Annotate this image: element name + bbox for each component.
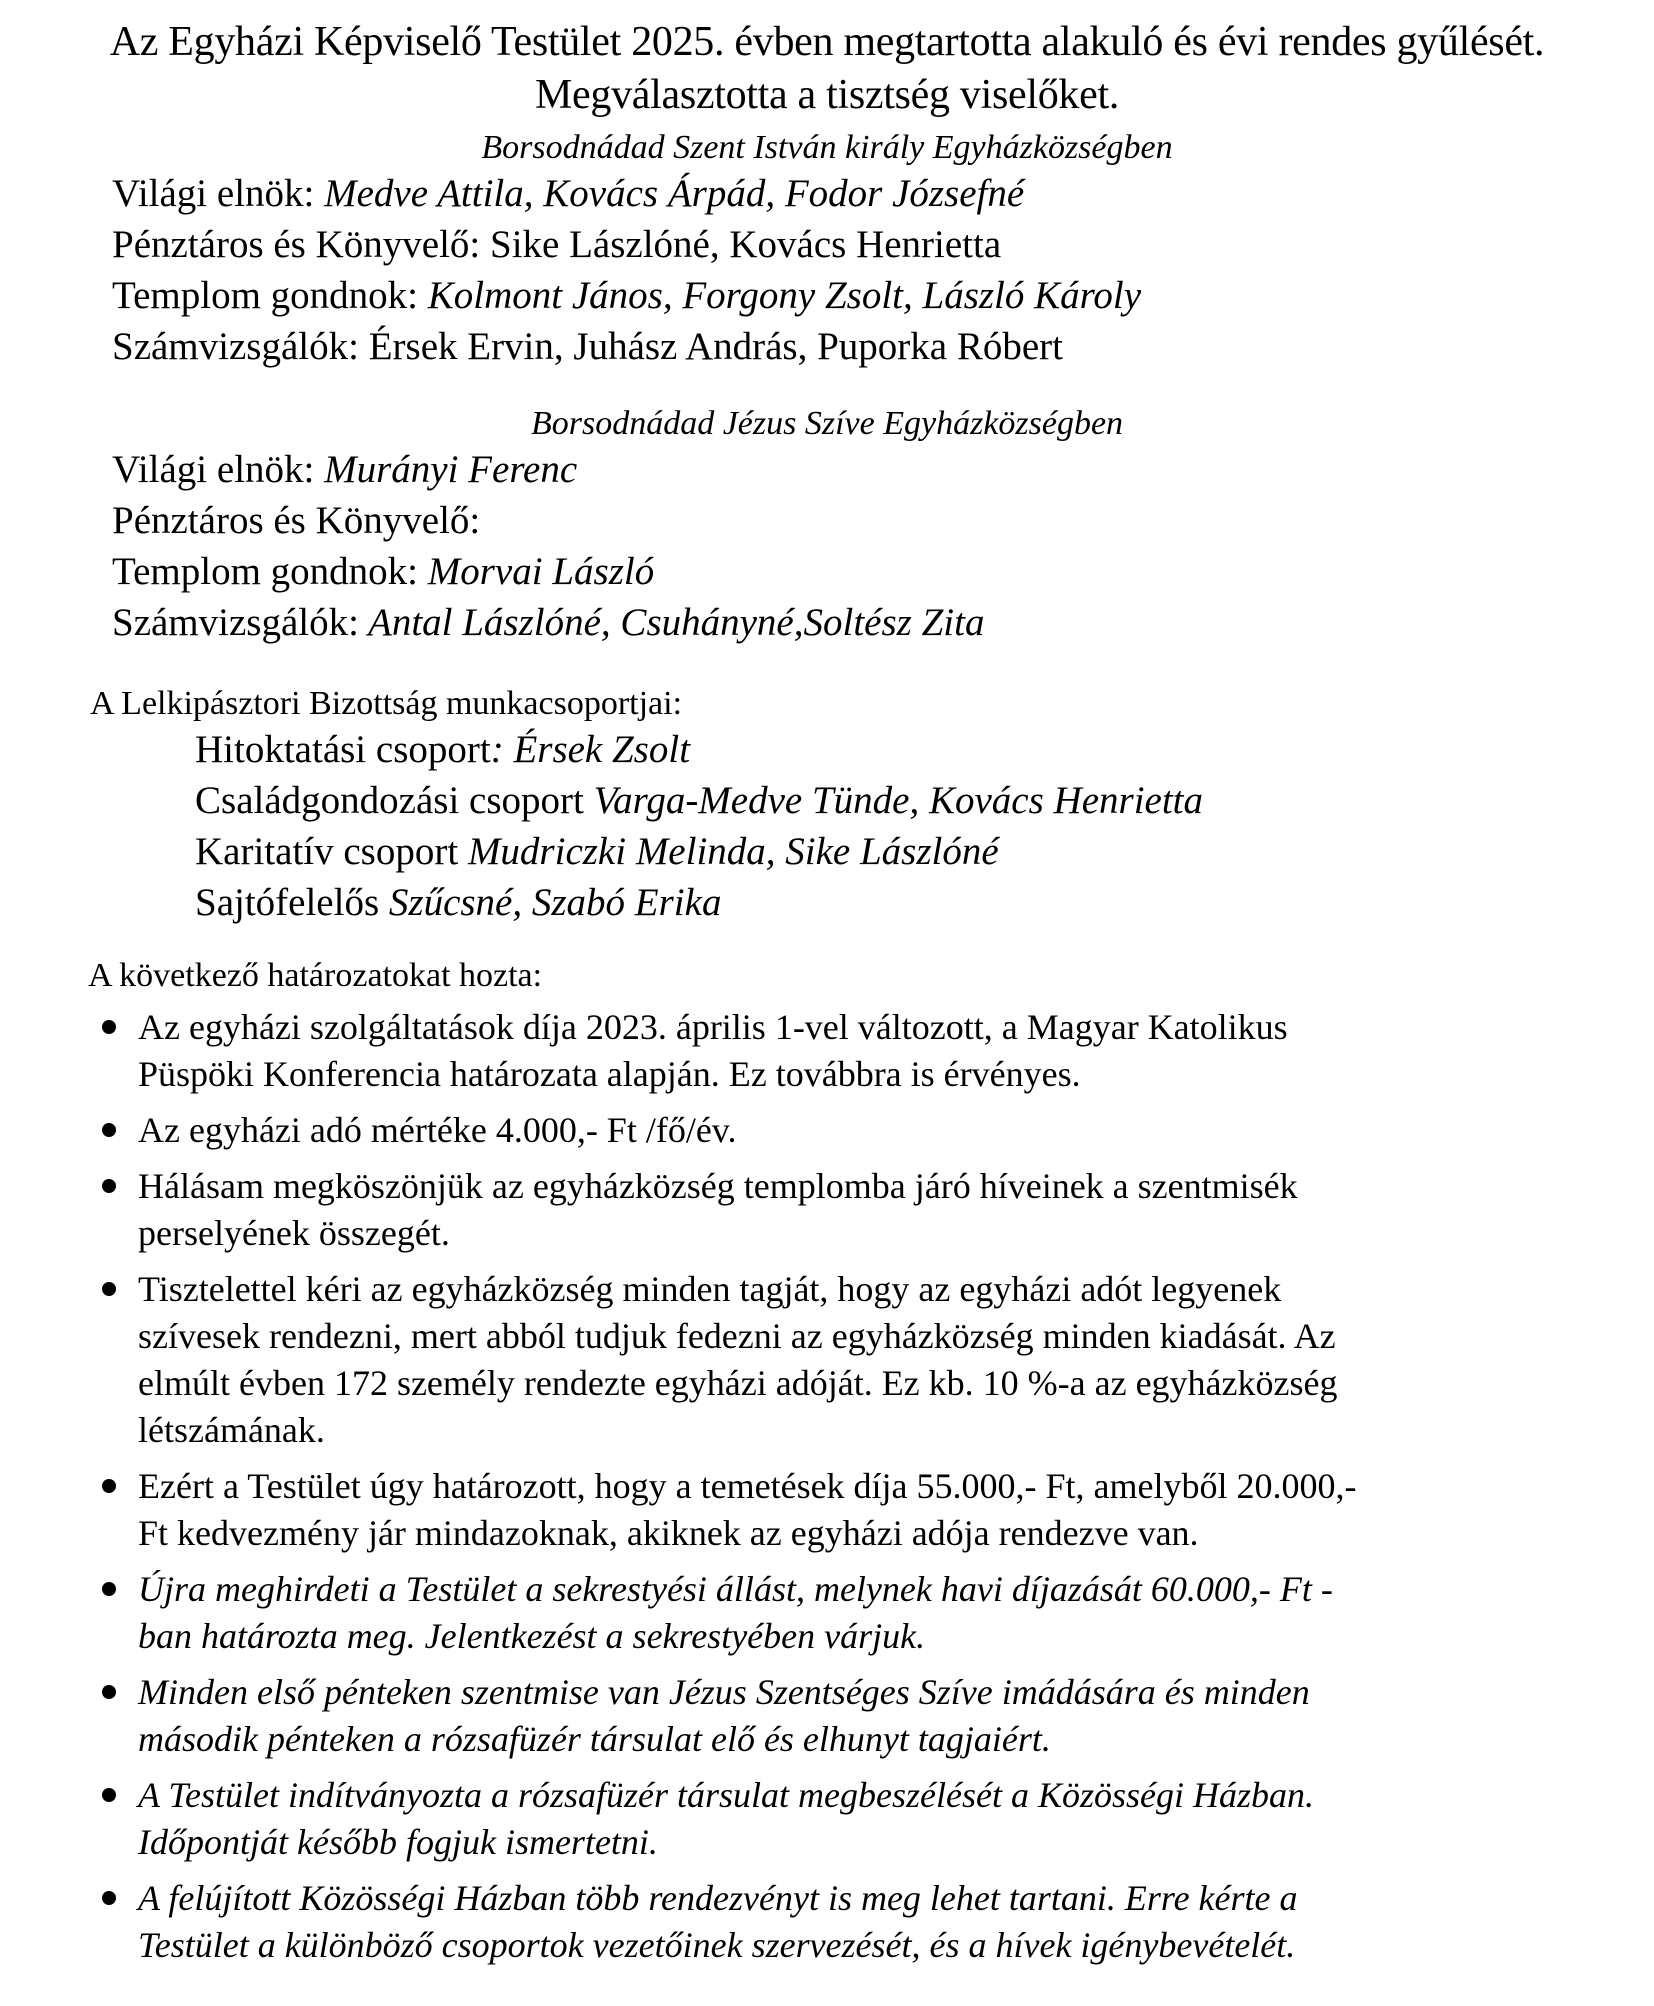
bullet-icon [102,1891,116,1905]
roster-names: Kolmont János, Forgony Zsolt, László Károly [418,274,1142,317]
decision-line: szívesek rendezni, mert abból tudjuk fedezni az egyházközség minden kiadását. Az [138,1316,1336,1356]
decision-item [102,1566,1614,1660]
document-title-line1: Az Egyházi Képviselő Testület 2025. évben megtartotta alakuló és évi rendes gyűlését. [109,19,1545,65]
workgroups-list [40,724,1614,928]
parish-section-szent-istvan [40,128,1614,372]
parish-roster [40,444,1614,648]
parish-heading: Borsodnádad Szent István király Egyházközségben [481,129,1173,166]
decision-line: Ezért a Testület úgy határozott, hogy a temetések díja 55.000,- Ft, amelyből 20.000,- [138,1466,1357,1506]
decision-line: A felújított Közösségi Házban több rendezvényt is meg lehet tartani. Erre kérte a [138,1878,1298,1918]
decision-item [102,1463,1614,1557]
roster-row [40,495,1614,546]
decision-text [138,1669,1614,1763]
decision-item [102,1107,1614,1154]
decision-line: Az egyházi adó mértéke 4.000,- Ft /fő/év. [138,1110,737,1150]
workgroup-names: Szűcsné, Szabó Erika [379,881,722,924]
bullet-icon [102,1582,116,1596]
decision-item [102,1669,1614,1763]
workgroup-row [40,877,1614,928]
decision-text [138,1463,1614,1557]
decision-line: Minden első pénteken szentmise van Jézus Szentséges Szíve imádására és minden [138,1672,1310,1712]
workgroup-row [40,826,1614,877]
workgroup-label: Sajtófelelős [195,881,380,924]
roster-row [40,597,1614,648]
decision-line: elmúlt évben 172 személy rendezte egyházi adóját. Ez kb. 10 %-a az egyházközség [138,1363,1338,1403]
decision-text [138,1772,1614,1866]
workgroup-names: Varga-Medve Tünde, Kovács Henrietta [583,779,1204,822]
decision-item [102,1163,1614,1257]
decision-line: A Testület indítványozta a rózsafüzér társulat megbeszélését a Közösségi Házban. [138,1775,1315,1815]
decision-line: Püspöki Konferencia határozata alapján. Ez továbbra is érvényes. [138,1054,1081,1094]
roster-label: Világi elnök: [112,172,315,215]
parish-section-jezus-szive [40,404,1614,648]
workgroup-label: Hitoktatási csoport [195,728,491,771]
roster-row [40,219,1614,270]
decision-line: Ft kedvezmény jár mindazoknak, akiknek az egyházi adója rendezve van. [138,1513,1199,1553]
bullet-icon [102,1788,116,1802]
decisions-heading: A következő határozatokat hozta: [88,957,543,994]
decisions-section [40,956,1614,1969]
decision-line: létszámának. [138,1410,325,1450]
decision-item [102,1875,1614,1969]
roster-label: Számvizsgálók: [112,325,359,368]
decision-item [102,1266,1614,1454]
roster-names: Érsek Ervin, Juhász András, Puporka Róbert [358,325,1063,368]
roster-label: Templom gondnok: [112,550,419,593]
workgroup-label: Karitatív csoport [195,830,459,873]
roster-names: Sike Lászlóné, Kovács Henrietta [480,223,1002,266]
workgroup-row [40,775,1614,826]
bullet-icon [102,1179,116,1193]
decision-text [138,1875,1614,1969]
decision-line: perselyének összegét. [138,1213,450,1253]
roster-row [40,168,1614,219]
decision-line: Időpontját később fogjuk ismertetni. [138,1822,658,1862]
decision-line: második pénteken a rózsafüzér társulat elő és elhunyt tagjaiért. [138,1719,1051,1759]
roster-label: Számvizsgálók: [112,601,359,644]
roster-label: Pénztáros és Könyvelő: [112,223,481,266]
roster-label: Templom gondnok: [112,274,419,317]
decision-text [138,1163,1614,1257]
workgroup-names: Mudriczki Melinda, Sike Lászlóné [458,830,999,873]
decision-line: Testület a különböző csoportok vezetőinek szervezését, és a hívek igénybevételét. [138,1925,1296,1965]
bullet-icon [102,1685,116,1699]
workgroups-heading: A Lelkipásztori Bizottság munkacsoportjai: [90,685,683,722]
roster-names: Medve Attila, Kovács Árpád, Fodor Józsefné [314,172,1025,215]
bullet-icon [102,1479,116,1493]
roster-names: Murányi Ferenc [314,448,578,491]
decision-text [138,1107,1614,1154]
decision-text [138,1004,1614,1098]
bullet-icon [102,1282,116,1296]
workgroup-row [40,724,1614,775]
workgroups-section [40,684,1614,928]
parish-roster [40,168,1614,372]
roster-label: Világi elnök: [112,448,315,491]
decision-line: Újra meghirdeti a Testület a sekrestyési állást, melynek havi díjazását 60.000,- Ft - [138,1569,1333,1609]
decision-text [138,1566,1614,1660]
workgroup-label: Családgondozási csoport [195,779,584,822]
roster-row [40,546,1614,597]
decision-item [102,1004,1614,1098]
roster-row [40,444,1614,495]
decision-text [138,1266,1614,1454]
decision-line: ban határozta meg. Jelentkezést a sekrestyében várjuk. [138,1616,926,1656]
roster-row [40,270,1614,321]
roster-row [40,321,1614,372]
decision-line: Hálásam megköszönjük az egyházközség templomba járó híveinek a szentmisék [138,1166,1298,1206]
decisions-list [40,1004,1614,1969]
document-title-line2: Megválasztotta a tisztség viselőket. [534,72,1120,118]
bullet-icon [102,1123,116,1137]
decision-line: Tisztelettel kéri az egyházközség minden tagját, hogy az egyházi adót legyenek [138,1269,1282,1309]
roster-names: Morvai László [418,550,655,593]
parish-heading: Borsodnádad Jézus Szíve Egyházközségben [530,405,1124,442]
workgroup-names: : Érsek Zsolt [490,728,691,771]
decision-item [102,1772,1614,1866]
decision-line: Az egyházi szolgáltatások díja 2023. április 1-vel változott, a Magyar Katolikus [138,1007,1288,1047]
bullet-icon [102,1020,116,1034]
roster-label: Pénztáros és Könyvelő: [112,499,481,542]
roster-names: Antal Lászlóné, Csuhányné,Soltész Zita [358,601,985,644]
